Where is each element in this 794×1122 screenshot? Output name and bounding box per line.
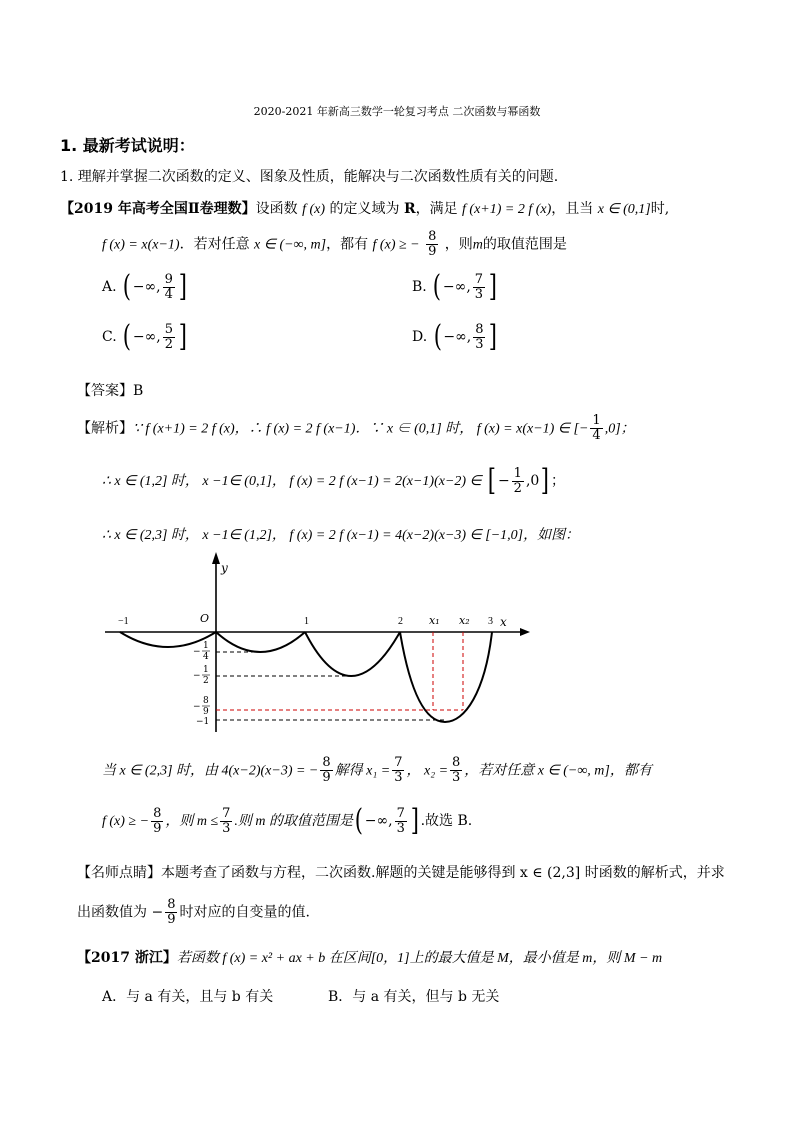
x-label-minus1: −1 (118, 616, 129, 627)
option-d[interactable]: D. ( −∞, $\frac{8}{3}$ ] (412, 319, 498, 354)
q1-tag: 【2019 年高考全国Ⅱ卷理数】 (60, 201, 256, 217)
svg-text:−: − (193, 702, 201, 712)
curve-segment-4 (400, 632, 492, 722)
solution-line5: f (x) ≥ − $\frac{8}{9}$ ，则 m ≤ $\frac{7}{3}$ .则 m 的取值范围是( −∞, $\frac{7}{3}$ ] .故选 B. (102, 803, 473, 838)
y-tick-minus-one: −1 (196, 717, 210, 727)
curve-segment-1 (120, 632, 216, 647)
x1-label: x₁ (429, 614, 440, 627)
y-axis-arrow (212, 552, 220, 564)
q2-option-a[interactable]: A．与 a 有关，且与 b 有关 (102, 989, 274, 1005)
x-label-2: 2 (398, 616, 403, 627)
option-c[interactable]: C. ( −∞, $\frac{5}{2}$ ] (102, 319, 187, 354)
solution-line2: ∴ x ∈ (1,2] 时， x −1∈ (0,1]， f (x) = 2 f (x−1) = 2(x−1)(x−2) ∈ [ − $\frac{1}{2}$ ,0] ； (102, 463, 566, 498)
x-axis-arrow (520, 628, 530, 636)
x2-label: x₂ (459, 614, 470, 627)
section-heading: 1. 最新考试说明： (60, 136, 195, 155)
origin-label: O (200, 612, 210, 625)
solution-line3: ∴ x ∈ (2,3] 时， x −1∈ (1,2]， f (x) = 2 f (x−1) = 4(x−2)(x−3) ∈ [−1,0]，如图： (102, 528, 580, 543)
q2-stem: 【2017 浙江】若函数 f (x) = x² + ax + b 在区间[0，1]上的最大值是 M，最小值是 m，则 M − m (77, 950, 663, 966)
svg-text:1: 1 (203, 641, 209, 651)
x-label-3: 3 (488, 616, 493, 627)
svg-text:1: 1 (203, 665, 209, 675)
answer-line: 【答案】B (77, 383, 144, 399)
tip-line1: 【名师点睛】本题考查了函数与方程，二次函数.解题的关键是能够得到 x ∈ (2,3] 时函数的解析式，并求 (77, 865, 725, 881)
svg-text:4: 4 (203, 652, 209, 662)
document-title: 2020-2021 年新高三数学一轮复习考点 二次函数与幂函数 (253, 105, 541, 118)
y-tick-eight-ninths (193, 696, 210, 717)
option-a[interactable]: A. ( −∞, $\frac{9}{4}$ ] (102, 269, 187, 304)
y-tick-quarter (193, 641, 210, 662)
q2-option-b[interactable]: B．与 a 有关，但与 b 无关 (328, 989, 500, 1005)
x-label-1: 1 (304, 616, 309, 627)
curve-segment-3 (305, 632, 400, 676)
q1-stem-line2: f (x) = x(x−1)．若对任意 x ∈ (−∞, m]，都有 f (x) ≥ − $\frac{8}{9}$ ，则m的取值范围是 (102, 229, 567, 259)
solution-line4: 当 x ∈ (2,3] 时，由 4(x−2)(x−3) = − $\frac{8}{9}$ 解得 x₁ = $\frac{7}{3}$ ， x₂ = $\frac{8}{3}$ ，若对任意 x ∈ (−∞, m]，都有 (102, 755, 652, 785)
option-b[interactable]: B. ( −∞, $\frac{7}{3}$ ] (412, 269, 498, 304)
svg-text:−: − (193, 647, 201, 657)
svg-text:2: 2 (203, 676, 209, 686)
svg-text:8: 8 (203, 696, 209, 706)
x-axis-label: x (500, 615, 507, 629)
requirement-text: 1. 理解并掌握二次函数的定义、图象及性质，能解决与二次函数性质有关的问题. (60, 169, 559, 185)
tip-line2: 出函数值为 − $\frac{8}{9}$ 时对应的自变量的值. (77, 897, 310, 927)
y-tick-half (193, 665, 210, 686)
fraction: $\frac{8}{9}$ (428, 229, 437, 259)
curve-segment-2 (216, 632, 305, 652)
svg-text:−: − (193, 671, 201, 681)
solution-line1: 【解析】∵ f (x+1) = 2 f (x)，∴ f (x) = 2 f (x−1)．∵ x ∈ (0,1] 时， f (x) = x(x−1) ∈ [− $\frac{1}{4}$ ,0]； (77, 413, 635, 443)
q1-stem-line1: 【2019 年高考全国Ⅱ卷理数】设函数 f (x) 的定义域为 R，满足 f (x+1) = 2 f (x)，且当 x ∈ (0,1]时, (60, 201, 670, 217)
function-graph (100, 552, 530, 742)
y-axis-label: y (221, 561, 228, 575)
svg-text:9: 9 (203, 707, 209, 717)
